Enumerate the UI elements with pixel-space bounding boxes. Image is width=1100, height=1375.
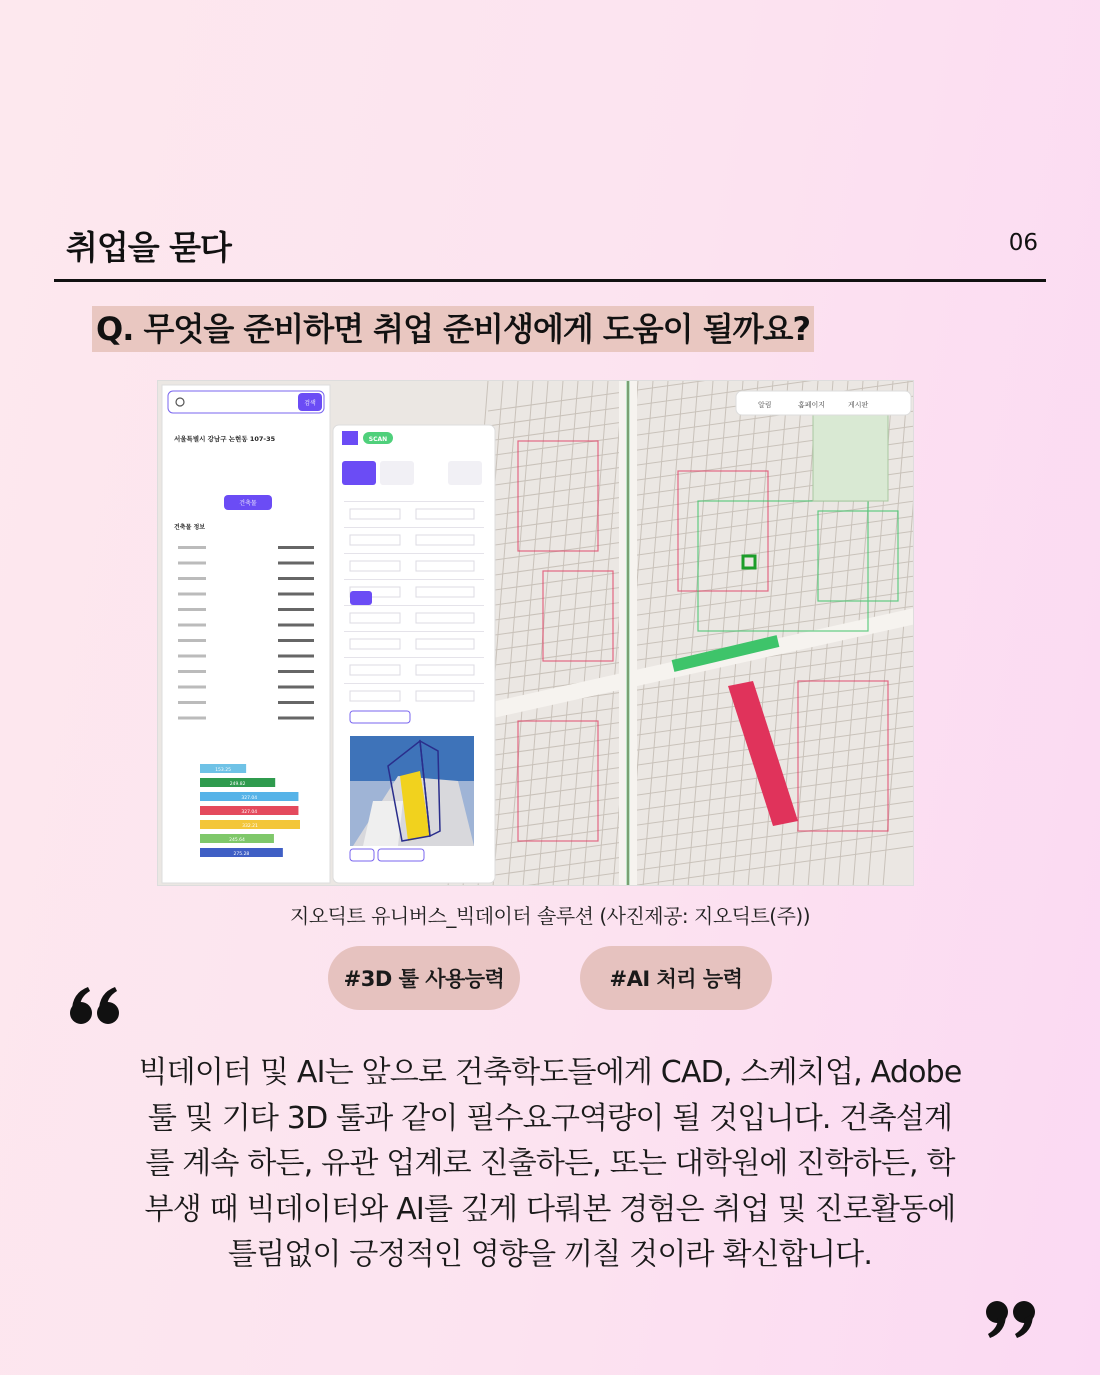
floor-area-label: 275.28 — [233, 852, 250, 857]
open-quote-icon — [66, 975, 126, 1035]
section-title: 건축물 정보 — [174, 524, 206, 531]
answer-line: 를 계속 하든, 유관 업계로 진출하든, 또는 대학원에 진학하든, 학 — [145, 1146, 955, 1181]
floor-area-label: 327.04 — [241, 810, 258, 815]
answer-line: 빅데이터 및 AI는 앞으로 건축학도들에게 CAD, 스케치업, Adobe — [138, 1055, 962, 1090]
answer-line: 틀림없이 긍정적인 영향을 끼칠 것이라 확신합니다. — [227, 1237, 873, 1272]
answer-line: 부생 때 빅데이터와 AI를 깊게 다뤄본 경험은 취업 및 진로활동에 — [144, 1191, 956, 1227]
floor-area-label: 153.25 — [215, 768, 231, 773]
map-button-label[interactable]: 게시판 — [848, 401, 869, 409]
floor-area-label: 327.04 — [241, 796, 258, 801]
hashtag-ai-processing: #AI 처리 능력 — [580, 946, 772, 1010]
figure-caption: 지오딕트 유니버스_빅데이터 솔루션 (사진제공: 지오딕트(주)) — [289, 904, 811, 928]
map-illustration — [158, 381, 914, 886]
close-quote-icon — [982, 1290, 1042, 1350]
svg-text:검색[interactable]: 검색 — [304, 400, 316, 407]
panel-title: 서울특별시 강남구 논현동 107-35 — [174, 435, 276, 443]
scan-logo — [342, 431, 358, 445]
floor-area-label: 332.21 — [242, 824, 258, 829]
svg-text:건축물[interactable]: 건축물 — [239, 500, 257, 507]
hashtag-3d-tool: #3D 툴 사용능력 — [328, 946, 520, 1010]
series-title: 취업을 묻다 — [66, 228, 231, 267]
interview-answer — [110, 1050, 990, 1278]
solution-screenshot — [157, 380, 914, 886]
scan-badge: SCAN — [368, 436, 388, 443]
header-divider — [54, 279, 1046, 282]
floor-area-label: 249.82 — [229, 782, 246, 787]
answer-line: 툴 및 기타 3D 툴과 같이 필수요구역량이 될 것입니다. 건축설계 — [147, 1100, 953, 1136]
floor-area-label: 245.64 — [229, 838, 245, 843]
page-number: 06 — [1008, 230, 1038, 256]
map-button-label[interactable]: 홈페이지 — [798, 401, 826, 409]
question-heading: Q. 무엇을 준비하면 취업 준비생에게 도움이 될까요? — [92, 306, 814, 352]
map-button-label[interactable]: 알림 — [758, 401, 772, 409]
